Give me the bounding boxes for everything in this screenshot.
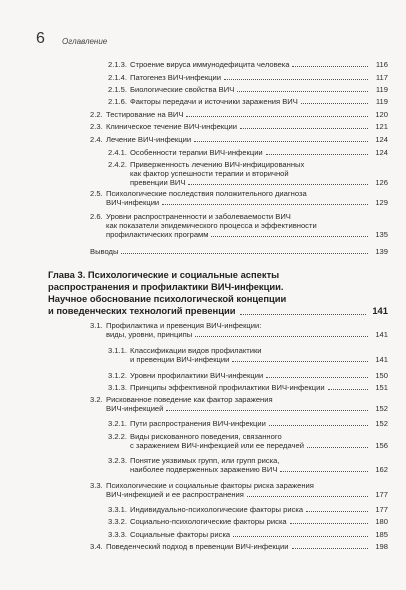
toc-entry-title: как фактор успешности терапии и вторичной	[130, 169, 289, 178]
dot-leader	[266, 377, 368, 378]
dot-leader	[306, 511, 368, 512]
toc-entry-number: 3.3.2.	[108, 517, 127, 526]
toc-entry-page: 198	[375, 542, 388, 551]
chapter-title-line: распространения и профилактики ВИЧ-инфекции.	[48, 281, 284, 292]
toc-entry-title: превенции ВИЧ	[130, 178, 186, 187]
toc-entry-page: 126	[375, 178, 388, 187]
chapter-heading	[48, 269, 388, 317]
dot-leader	[121, 253, 368, 254]
toc-entry[interactable]	[90, 135, 388, 144]
toc-entry-title: Индивидуально-психологические факторы риска	[130, 505, 304, 514]
toc-entry-page: 177	[375, 505, 388, 514]
toc-entry-title: Виды рискованного поведения, связанного	[130, 432, 282, 441]
toc-entry[interactable]	[90, 212, 388, 239]
toc-entry-page: 121	[375, 122, 388, 131]
toc-entry-title: ВИЧ-инфекции	[106, 198, 160, 207]
toc-entry-page: 124	[375, 148, 388, 157]
toc-entry-page: 185	[375, 530, 388, 539]
toc-entry-page: 156	[375, 441, 388, 450]
toc-entry-page: 151	[375, 383, 388, 392]
dot-leader	[266, 154, 368, 155]
dot-leader	[188, 184, 368, 185]
toc-entry-page: 139	[375, 247, 388, 256]
toc-entry[interactable]	[90, 395, 388, 413]
toc-entry-page: 129	[375, 198, 388, 207]
chapter-title-line: Глава 3. Психологические и социальные аспекты	[48, 269, 280, 280]
dot-leader	[290, 523, 368, 524]
toc-entry-title: виды, уровни, принципы	[106, 330, 193, 339]
toc-entry-title: Биологические свойства ВИЧ	[130, 85, 235, 94]
toc-entry-number: 2.5.	[90, 189, 103, 198]
toc-entry[interactable]	[108, 85, 388, 94]
dot-leader	[240, 128, 368, 129]
dot-leader	[186, 116, 368, 117]
toc-entry-number: 3.1.2.	[108, 371, 127, 380]
toc-entry[interactable]	[108, 505, 388, 514]
toc-entry-title: Социально-психологические факторы риска	[130, 517, 287, 526]
toc-entry-page: 152	[375, 404, 388, 413]
toc-entry-page: 124	[375, 135, 388, 144]
toc-entry[interactable]	[90, 110, 388, 119]
toc-entry-title: и превенции ВИЧ-инфекции	[130, 355, 230, 364]
toc-entry-page: 141	[375, 355, 388, 364]
toc-entry-number: 2.2.	[90, 110, 103, 119]
toc-entry-number: 3.2.1.	[108, 419, 127, 428]
toc-entry-number: 2.4.2.	[108, 160, 127, 169]
chapter-page: 141	[372, 305, 388, 316]
toc-entry-title: Психологические последствия положительного диагноза	[106, 189, 307, 198]
toc-entry-number: 3.1.3.	[108, 383, 127, 392]
toc-entry-title: ВИЧ-инфекцией и ее распространения	[106, 490, 244, 499]
page-number: 6	[36, 30, 45, 47]
toc-entry-number: 3.1.1.	[108, 346, 127, 355]
toc-entry-number: 2.1.4.	[108, 73, 127, 82]
toc-entry-title: профилактических программ	[106, 230, 209, 239]
toc-entry[interactable]	[108, 371, 388, 380]
toc-entry-page: 152	[375, 419, 388, 428]
toc-entry-number: 3.1.	[90, 321, 103, 330]
toc-entry-title: наиболее подверженных заражению ВИЧ	[130, 465, 278, 474]
dot-leader	[301, 103, 368, 104]
dot-leader	[292, 548, 368, 549]
toc-entry-page: 135	[375, 230, 388, 239]
toc-entry-title: Строение вируса иммунодефицита человека	[130, 60, 290, 69]
toc-entry-title: Тестирование на ВИЧ	[106, 110, 184, 119]
toc-entry[interactable]	[108, 148, 388, 157]
dot-leader	[269, 425, 368, 426]
chapter-title-line: и поведенческих технологий превенции	[48, 305, 236, 316]
toc-entry-title: Профилактика и превенция ВИЧ-инфекции:	[106, 321, 262, 330]
toc-entry[interactable]	[90, 189, 388, 207]
toc-entry-page: 117	[375, 73, 388, 82]
toc-entry[interactable]	[90, 321, 388, 339]
toc-entry[interactable]	[108, 160, 388, 187]
dot-leader	[280, 471, 368, 472]
toc-entry-number: 3.4.	[90, 542, 103, 551]
dot-leader	[292, 66, 368, 67]
toc-entry[interactable]	[108, 60, 388, 69]
toc-entry-page: 120	[375, 110, 388, 119]
toc-entry-page: 150	[375, 371, 388, 380]
dot-leader	[195, 336, 368, 337]
toc-entry-title: Патогенез ВИЧ-инфекции	[130, 73, 221, 82]
toc-entry-title: как показатели эпидемического процесса и эффективности	[106, 221, 317, 230]
dot-leader	[307, 447, 368, 448]
toc-entry-title: Факторы передачи и источники заражения ВИЧ	[130, 97, 298, 106]
dot-leader	[224, 79, 368, 80]
toc-entry-page: 119	[375, 97, 388, 106]
toc-entry[interactable]	[108, 517, 388, 526]
running-title: Оглавление	[62, 37, 108, 46]
toc-entry-title: Выводы	[90, 247, 119, 256]
toc-entry-title: Классификации видов профилактики	[130, 346, 262, 355]
toc-entry[interactable]	[90, 481, 388, 499]
toc-entry[interactable]	[108, 383, 388, 392]
dot-leader	[232, 361, 368, 362]
dot-leader	[194, 141, 368, 142]
toc-entry-number: 3.3.3.	[108, 530, 127, 539]
dot-leader	[166, 410, 368, 411]
toc-entry-title: Клиническое течение ВИЧ-инфекции	[106, 122, 237, 131]
dot-leader	[162, 204, 368, 205]
toc-entry-title: Пути распространения ВИЧ-инфекции	[130, 419, 266, 428]
toc-entry-number: 2.1.5.	[108, 85, 127, 94]
toc-entry-page: 116	[375, 60, 388, 69]
toc-entry-number: 2.1.3.	[108, 60, 127, 69]
dot-leader	[233, 536, 368, 537]
toc-entry[interactable]	[90, 542, 388, 551]
chapter-title-line: Научное обоснование психологической концепции	[48, 293, 287, 304]
toc-entry-title: Рискованное поведение как фактор заражения	[106, 395, 273, 404]
dot-leader	[328, 389, 368, 390]
toc-entry-page: 180	[375, 517, 388, 526]
toc-entry-page: 141	[375, 330, 388, 339]
toc-entry[interactable]	[108, 97, 388, 106]
dot-leader	[240, 314, 367, 315]
toc-entry-number: 2.4.1.	[108, 148, 127, 157]
toc-entry-title: Принципы эффективной профилактики ВИЧ-инфекции	[130, 383, 325, 392]
toc-entry-number: 2.4.	[90, 135, 103, 144]
toc-entry[interactable]	[108, 73, 388, 82]
toc-entry[interactable]	[108, 432, 388, 450]
dot-leader	[247, 496, 368, 497]
toc-entry[interactable]	[108, 346, 388, 364]
toc-entry-number: 3.2.3.	[108, 456, 127, 465]
toc-entry-title: Понятие уязвимых групп, или групп риска,	[130, 456, 280, 465]
toc-entry[interactable]	[90, 247, 388, 256]
toc-entry-title: Поведенческий подход в превенции ВИЧ-инфекции	[106, 542, 289, 551]
toc-entry-number: 3.3.	[90, 481, 103, 490]
toc-entry-page: 119	[375, 85, 388, 94]
toc-entry-number: 3.2.2.	[108, 432, 127, 441]
toc-entry-title: Лечение ВИЧ-инфекции	[106, 135, 192, 144]
toc-entry-number: 3.2.	[90, 395, 103, 404]
toc-entry[interactable]	[108, 530, 388, 539]
toc-entry-title: Уровни распространенности и заболеваемости ВИЧ	[106, 212, 291, 221]
toc-entry-page: 162	[375, 465, 388, 474]
dot-leader	[237, 91, 368, 92]
toc-entry-title: Особенности терапии ВИЧ-инфекции	[130, 148, 263, 157]
toc-entry[interactable]	[108, 419, 388, 428]
toc-entry-title: Социальные факторы риска	[130, 530, 231, 539]
toc-entry-title: Психологические и социальные факторы риска заражения	[106, 481, 314, 490]
toc-entry-title: с заражением ВИЧ-инфекцией или ее передачей	[130, 441, 304, 450]
toc-entry-page: 177	[375, 490, 388, 499]
toc-entry[interactable]	[90, 122, 388, 131]
toc-entry-number: 3.3.1.	[108, 505, 127, 514]
toc-entry-number: 2.6.	[90, 212, 103, 221]
toc-entry-number: 2.1.6.	[108, 97, 127, 106]
toc-entry-title: Уровни профилактики ВИЧ-инфекции	[130, 371, 264, 380]
toc-entry[interactable]	[108, 456, 388, 474]
toc-entry-number: 2.3.	[90, 122, 103, 131]
toc-entry-title: Приверженность лечению ВИЧ-инфицированных	[130, 160, 305, 169]
dot-leader	[211, 236, 368, 237]
toc-entry-title: ВИЧ-инфекцией	[106, 404, 164, 413]
